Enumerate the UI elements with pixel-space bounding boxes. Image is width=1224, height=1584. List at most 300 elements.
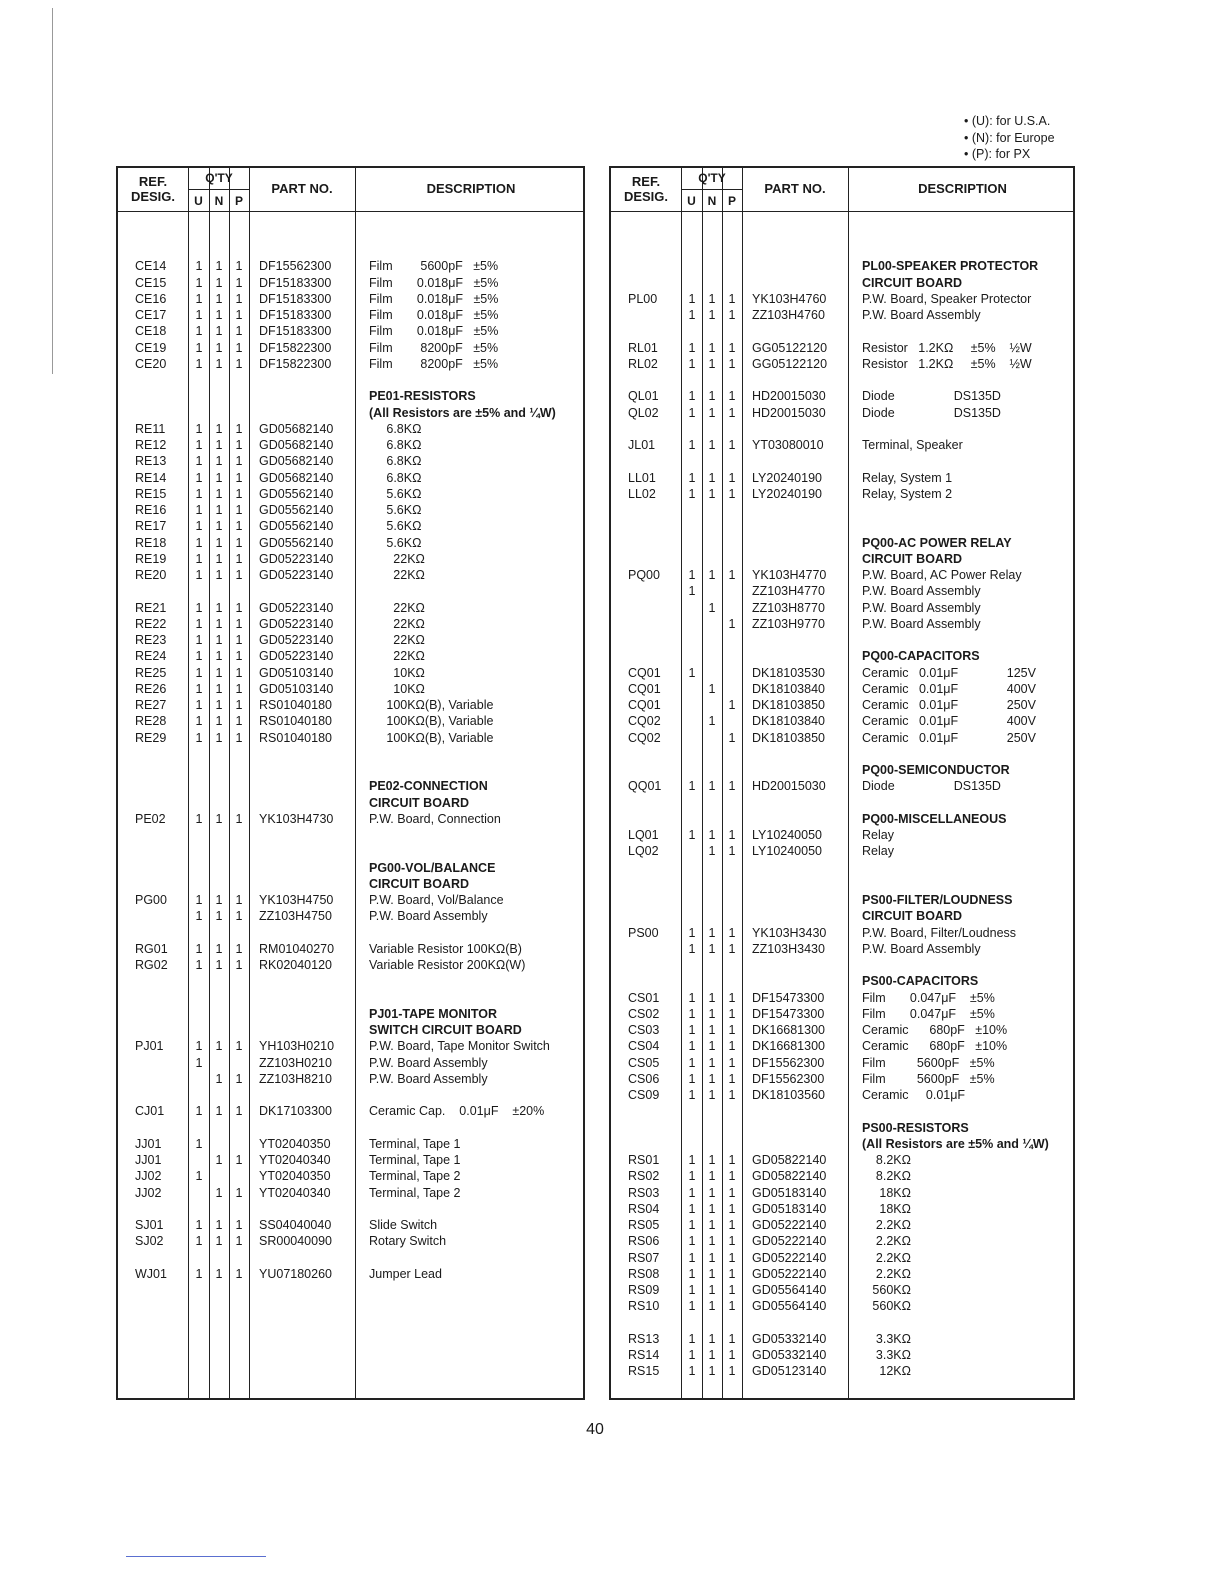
description-cell: CIRCUIT BOARD	[862, 909, 962, 924]
qty-p-cell: 1	[235, 568, 243, 582]
qty-u-cell: 1	[195, 1039, 203, 1054]
ref-desig-cell: CS04	[628, 1039, 660, 1054]
qty-p-cell: 1	[235, 324, 243, 339]
part-number-cell: YT02040340	[259, 1185, 331, 1200]
part-number-cell: HD20015030	[752, 389, 826, 404]
table-row	[118, 730, 583, 746]
qty-u-cell: 1	[195, 1218, 203, 1232]
qty-n-cell: 1	[215, 340, 223, 355]
table-row	[611, 1136, 1073, 1152]
table-row	[118, 1120, 583, 1136]
table-row	[118, 291, 583, 307]
table-row	[118, 242, 583, 258]
qty-u-cell: 1	[688, 1169, 696, 1184]
qty-u-header: U	[687, 194, 696, 208]
ref-desig-cell: CS02	[628, 1006, 660, 1021]
qty-u-cell: 1	[195, 454, 203, 469]
qty-u-cell: 1	[688, 1185, 696, 1200]
part-number-cell: DK17103300	[259, 1104, 332, 1119]
qty-u-cell: 1	[195, 909, 203, 924]
part-number-cell: GD05682140	[259, 454, 334, 469]
ref-desig-header: REF. DESIG.	[130, 174, 176, 204]
table-row	[118, 502, 583, 518]
qty-p-cell: 1	[235, 811, 243, 826]
qty-p-cell: 1	[728, 1023, 736, 1037]
table-row	[611, 778, 1073, 794]
ref-desig-cell: CS01	[628, 990, 660, 1005]
part-no-header: PART NO.	[271, 181, 333, 196]
description-cell: Jumper Lead	[369, 1266, 442, 1281]
qty-n-cell: 1	[708, 1071, 716, 1086]
table-row	[118, 453, 583, 469]
qty-n-cell: 1	[708, 568, 716, 582]
qty-u-cell: 1	[688, 389, 696, 404]
ref-desig-cell: CQ01	[628, 698, 661, 712]
qty-u-cell: 1	[195, 1266, 203, 1281]
ref-desig-cell: CQ01	[628, 665, 661, 680]
qty-u-cell: 1	[688, 340, 696, 355]
description-cell: P.W. Board Assembly	[369, 1055, 488, 1070]
table-row	[611, 258, 1073, 274]
qty-u-cell: 1	[195, 535, 203, 550]
qty-p-cell: 1	[728, 405, 736, 420]
ref-desig-cell: CE20	[135, 356, 167, 371]
qty-header: Q'TY	[205, 171, 233, 185]
qty-n-cell: 1	[215, 665, 223, 680]
ref-desig-cell: SJ02	[135, 1234, 164, 1249]
qty-u-cell: 1	[688, 405, 696, 420]
table-row	[118, 583, 583, 599]
ref-desig-cell: PS00	[628, 925, 659, 940]
qty-n-cell: 1	[708, 681, 716, 696]
table-row	[118, 1006, 583, 1022]
parts-table-right	[609, 166, 1075, 1400]
qty-u-cell: 1	[195, 941, 203, 956]
table-row	[611, 1022, 1073, 1038]
table-row	[611, 957, 1073, 973]
qty-u-cell: 1	[688, 1234, 696, 1249]
table-row	[118, 421, 583, 437]
qty-u-cell: 1	[688, 779, 696, 794]
table-row	[611, 600, 1073, 616]
table-row	[118, 1201, 583, 1217]
table-row	[611, 876, 1073, 892]
qty-p-cell: 1	[728, 438, 736, 452]
part-number-cell: ZZ103H8210	[259, 1071, 332, 1086]
qty-n-cell: 1	[708, 925, 716, 940]
description-cell: Ceramic 680pF ±10%	[862, 1039, 1008, 1054]
ref-desig-cell: RS05	[628, 1218, 660, 1232]
description-cell: Terminal, Tape 1	[369, 1153, 461, 1167]
ref-desig-cell: RS06	[628, 1234, 660, 1249]
qty-p-cell: 1	[728, 1169, 736, 1184]
part-number-cell: LY10240050	[752, 844, 822, 859]
qty-n-cell: 1	[215, 1104, 223, 1119]
table-row	[118, 746, 583, 762]
table-row	[611, 616, 1073, 632]
part-number-cell: ZZ103H8770	[752, 600, 825, 615]
qty-n-header: N	[707, 194, 717, 208]
qty-n-cell: 1	[708, 779, 716, 794]
part-number-cell: GD05223140	[259, 649, 334, 664]
description-cell: Relay, System 1	[862, 470, 953, 485]
qty-n-cell: 1	[215, 421, 223, 436]
description-cell: Relay, System 2	[862, 486, 953, 501]
table-row	[118, 778, 583, 794]
table-row	[611, 1201, 1073, 1217]
description-header: DESCRIPTION	[426, 181, 516, 196]
description-cell: PQ00-MISCELLANEOUS	[862, 811, 1007, 826]
description-cell: Relay	[862, 828, 894, 842]
ref-desig-cell: WJ01	[135, 1266, 167, 1281]
qty-n-cell: 1	[215, 730, 223, 745]
qty-p-cell: 1	[728, 990, 736, 1005]
part-number-cell: DK18103840	[752, 714, 825, 729]
table-row	[118, 892, 583, 908]
description-cell: Film 5600pF ±5%	[862, 1071, 995, 1086]
ref-desig-cell: CE14	[135, 259, 167, 274]
qty-u-cell: 1	[688, 1153, 696, 1167]
description-cell: (All Resistors are ±5% and ¼W)	[862, 1136, 1049, 1151]
qty-p-cell: 1	[235, 909, 243, 924]
description-cell: P.W. Board, Filter/Loudness	[862, 925, 1017, 940]
ref-desig-cell: RE19	[135, 551, 167, 566]
qty-p-header: P	[234, 194, 243, 208]
ref-desig-cell: RE12	[135, 438, 167, 452]
qty-u-cell: 1	[688, 941, 696, 956]
table-row	[611, 681, 1073, 697]
qty-u-header: U	[194, 194, 203, 208]
table-row	[118, 307, 583, 323]
qty-p-cell: 1	[235, 454, 243, 469]
description-cell: Film 5600pF ±5%	[369, 259, 499, 274]
description-cell: Ceramic 0.01μF	[862, 1088, 966, 1102]
table-row	[611, 1266, 1073, 1282]
qty-p-cell: 1	[728, 1283, 736, 1297]
part-number-cell: DF15183300	[259, 275, 332, 290]
qty-n-cell: 1	[215, 503, 223, 517]
description-cell: PE02-CONNECTION	[369, 779, 488, 794]
table-row	[611, 925, 1073, 941]
qty-p-cell: 1	[728, 291, 736, 306]
description-cell: 6.8KΩ	[369, 454, 422, 469]
part-number-cell: YT02040340	[259, 1153, 331, 1167]
qty-n-cell: 1	[708, 1218, 716, 1232]
ref-desig-cell: CS03	[628, 1023, 660, 1037]
table-row	[611, 470, 1073, 486]
part-number-cell: GD05332140	[752, 1348, 827, 1362]
description-cell: CIRCUIT BOARD	[862, 551, 962, 566]
table-row	[118, 437, 583, 453]
description-cell: Resistor 1.2KΩ ±5% ½W	[862, 356, 1032, 371]
qty-n-cell: 1	[708, 1299, 716, 1314]
qty-u-cell: 1	[195, 730, 203, 745]
qty-p-cell: 1	[235, 1266, 243, 1281]
description-cell: P.W. Board, AC Power Relay	[862, 568, 1022, 582]
description-cell: P.W. Board Assembly	[369, 909, 488, 924]
ref-desig-cell: LL01	[628, 470, 656, 485]
qty-u-cell: 1	[688, 828, 696, 842]
description-cell: Diode DS135D	[862, 405, 1001, 420]
table-row	[118, 1022, 583, 1038]
page-number: 40	[586, 1421, 604, 1438]
qty-n-cell: 1	[215, 1185, 223, 1200]
description-cell: Terminal, Tape 2	[369, 1185, 461, 1200]
qty-p-cell: 1	[728, 1201, 736, 1216]
table-row	[611, 1217, 1073, 1233]
ref-desig-cell: LQ01	[628, 828, 659, 842]
table-row	[611, 827, 1073, 843]
table-row	[118, 1152, 583, 1168]
qty-n-cell: 1	[708, 486, 716, 501]
qty-n-cell: 1	[215, 941, 223, 956]
description-cell: Ceramic 680pF ±10%	[862, 1023, 1008, 1037]
ref-desig-cell: RE24	[135, 649, 167, 664]
table-row	[611, 1071, 1073, 1087]
ref-desig-cell: RE14	[135, 470, 167, 485]
qty-u-cell: 1	[195, 486, 203, 501]
qty-u-cell: 1	[195, 356, 203, 371]
table-row	[611, 242, 1073, 258]
qty-u-cell: 1	[195, 324, 203, 339]
part-number-cell: GD05222140	[752, 1218, 827, 1232]
qty-n-cell: 1	[708, 1250, 716, 1265]
part-number-cell: GD05564140	[752, 1299, 827, 1314]
qty-p-cell: 1	[728, 1055, 736, 1070]
table-row	[611, 811, 1073, 827]
qty-n-cell: 1	[708, 1283, 716, 1297]
ref-desig-cell: RE26	[135, 681, 167, 696]
ref-desig-cell: RL02	[628, 356, 658, 371]
description-cell: 12KΩ	[862, 1364, 911, 1379]
table-row	[118, 811, 583, 827]
description-cell: PQ00-CAPACITORS	[862, 649, 980, 664]
table-row	[118, 941, 583, 957]
description-cell: P.W. Board Assembly	[862, 584, 981, 599]
qty-p-cell: 1	[235, 714, 243, 729]
description-cell: Film 0.018μF ±5%	[369, 324, 499, 339]
table-row	[611, 356, 1073, 372]
part-number-cell: GD05682140	[259, 438, 334, 452]
ref-desig-cell: CE17	[135, 308, 167, 322]
description-cell: P.W. Board Assembly	[369, 1071, 488, 1086]
qty-u-cell: 1	[688, 1071, 696, 1086]
part-number-cell: YK103H4730	[259, 811, 334, 826]
part-number-cell: GD05222140	[752, 1234, 827, 1249]
qty-n-cell: 1	[708, 405, 716, 420]
table-row	[118, 908, 583, 924]
part-number-cell: YK103H4770	[752, 568, 827, 582]
qty-u-cell: 1	[195, 600, 203, 615]
part-number-cell: GD05223140	[259, 633, 334, 647]
qty-p-cell: 1	[235, 600, 243, 615]
description-cell: PJ01-TAPE MONITOR	[369, 1006, 498, 1021]
table-row	[611, 421, 1073, 437]
table-row	[611, 1152, 1073, 1168]
table-row	[611, 307, 1073, 323]
table-row	[118, 973, 583, 989]
table-row	[118, 648, 583, 664]
qty-u-cell: 1	[195, 811, 203, 826]
ref-desig-cell: CQ02	[628, 714, 661, 729]
qty-n-cell: 1	[215, 616, 223, 631]
legend-europe: • (N): for Europe	[964, 130, 1055, 145]
table-row	[118, 925, 583, 941]
part-number-cell: RS01040180	[259, 730, 332, 745]
ref-desig-cell: RG01	[135, 941, 168, 956]
qty-u-cell: 1	[195, 470, 203, 485]
qty-p-cell: 1	[235, 893, 243, 907]
qty-u-cell: 1	[195, 519, 203, 534]
description-cell: Film 8200pF ±5%	[369, 356, 499, 371]
part-number-cell: GD05223140	[259, 568, 334, 582]
qty-u-cell: 1	[195, 308, 203, 322]
part-number-cell: YK103H3430	[752, 925, 827, 940]
table-row	[118, 1217, 583, 1233]
qty-n-cell: 1	[215, 600, 223, 615]
part-number-cell: GG05122120	[752, 340, 828, 355]
part-number-cell: YT02040350	[259, 1169, 331, 1184]
description-cell: P.W. Board, Tape Monitor Switch	[369, 1039, 550, 1054]
part-number-cell: YT02040350	[259, 1136, 331, 1151]
qty-p-cell: 1	[235, 535, 243, 550]
ref-desig-cell: LL02	[628, 486, 656, 501]
ref-desig-cell: RS15	[628, 1364, 660, 1379]
ref-desig-cell: CE15	[135, 275, 167, 290]
description-cell: SWITCH CIRCUIT BOARD	[369, 1023, 522, 1037]
ref-desig-cell: PL00	[628, 291, 658, 306]
qty-p-cell: 1	[728, 1006, 736, 1021]
qty-n-cell: 1	[215, 470, 223, 485]
legend-usa: • (U): for U.S.A.	[964, 114, 1051, 128]
qty-n-cell: 1	[215, 649, 223, 664]
qty-p-cell: 1	[728, 941, 736, 956]
description-cell: PE01-RESISTORS	[369, 389, 476, 404]
table-row	[611, 535, 1073, 551]
qty-n-cell: 1	[708, 600, 716, 615]
part-number-cell: LY20240190	[752, 486, 822, 501]
table-row	[611, 1250, 1073, 1266]
qty-n-cell: 1	[708, 1185, 716, 1200]
part-number-cell: ZZ103H9770	[752, 616, 825, 631]
ref-desig-cell: CE19	[135, 340, 167, 355]
description-cell: PS00-CAPACITORS	[862, 974, 979, 989]
qty-n-cell: 1	[215, 568, 223, 582]
table-row	[118, 1087, 583, 1103]
qty-p-cell: 1	[728, 616, 736, 631]
description-cell: 8.2KΩ	[862, 1153, 911, 1167]
qty-u-cell: 1	[195, 340, 203, 355]
part-number-cell: GD05222140	[752, 1266, 827, 1281]
description-cell: Ceramic 0.01μF 400V	[862, 714, 1036, 729]
part-number-cell: GD05222140	[752, 1250, 827, 1265]
ref-desig-cell: RS03	[628, 1185, 660, 1200]
qty-u-cell: 1	[195, 616, 203, 631]
table-row	[611, 502, 1073, 518]
qty-u-cell: 1	[688, 1039, 696, 1054]
part-number-cell: GD05223140	[259, 551, 334, 566]
table-row	[611, 1120, 1073, 1136]
table-row	[611, 567, 1073, 583]
table-row	[118, 827, 583, 843]
ref-desig-cell: RG02	[135, 958, 168, 972]
description-cell: Variable Resistor 100KΩ(B)	[369, 941, 522, 956]
description-cell: 2.2KΩ	[862, 1266, 911, 1281]
description-cell: 22KΩ	[369, 600, 425, 615]
part-number-cell: RS01040180	[259, 698, 332, 712]
part-number-cell: ZZ103H3430	[752, 941, 825, 956]
table-row	[611, 291, 1073, 307]
description-cell: PL00-SPEAKER PROTECTOR	[862, 259, 1039, 274]
qty-n-cell: 1	[708, 1153, 716, 1167]
qty-p-cell: 1	[235, 1218, 243, 1232]
table-row	[118, 486, 583, 502]
part-number-cell: YU07180260	[259, 1266, 332, 1281]
description-cell: Ceramic 0.01μF 125V	[862, 665, 1036, 680]
table-row	[118, 843, 583, 859]
description-cell: 3.3KΩ	[862, 1331, 911, 1346]
qty-n-cell: 1	[708, 356, 716, 371]
description-cell: Relay	[862, 844, 894, 859]
table-row	[611, 518, 1073, 534]
description-cell: P.W. Board Assembly	[862, 600, 981, 615]
table-row	[611, 1038, 1073, 1054]
description-cell: CIRCUIT BOARD	[369, 795, 469, 810]
qty-u-cell: 1	[688, 1218, 696, 1232]
qty-u-cell: 1	[688, 665, 696, 680]
qty-p-cell: 1	[728, 1234, 736, 1249]
qty-u-cell: 1	[195, 633, 203, 647]
ref-desig-cell: RE25	[135, 665, 167, 680]
description-cell: Film 0.018μF ±5%	[369, 275, 499, 290]
description-cell: Variable Resistor 200KΩ(W)	[369, 958, 526, 972]
description-cell: 100KΩ(B), Variable	[369, 730, 494, 745]
part-number-cell: DK16681300	[752, 1039, 825, 1054]
table-row	[118, 1038, 583, 1054]
qty-u-cell: 1	[688, 1331, 696, 1346]
qty-u-cell: 1	[195, 438, 203, 452]
description-cell: Ceramic 0.01μF 400V	[862, 681, 1036, 696]
part-number-cell: GD05332140	[752, 1331, 827, 1346]
qty-header: Q'TY	[698, 171, 726, 185]
qty-n-cell: 1	[215, 551, 223, 566]
qty-n-cell: 1	[215, 535, 223, 550]
table-row	[611, 1103, 1073, 1119]
part-number-cell: DK18103850	[752, 698, 825, 712]
qty-u-cell: 1	[195, 665, 203, 680]
qty-n-cell: 1	[708, 1169, 716, 1184]
qty-p-cell: 1	[235, 1104, 243, 1119]
part-number-cell: RM01040270	[259, 941, 335, 956]
description-cell: 100KΩ(B), Variable	[369, 698, 494, 712]
part-number-cell: DF15822300	[259, 340, 332, 355]
table-row	[118, 1250, 583, 1266]
qty-u-cell: 1	[195, 421, 203, 436]
part-number-cell: GD05223140	[259, 616, 334, 631]
qty-p-cell: 1	[728, 356, 736, 371]
table-row	[611, 697, 1073, 713]
description-cell: Film 0.047μF ±5%	[862, 990, 995, 1005]
description-cell: 100KΩ(B), Variable	[369, 714, 494, 729]
qty-n-cell: 1	[708, 291, 716, 306]
description-cell: 6.8KΩ	[369, 421, 422, 436]
parts-table-left	[116, 166, 585, 1400]
part-number-cell: GD05682140	[259, 421, 334, 436]
part-number-cell: SS04040040	[259, 1218, 332, 1232]
qty-u-cell: 1	[688, 1201, 696, 1216]
ref-desig-cell: QL01	[628, 389, 659, 404]
table-row	[611, 323, 1073, 339]
